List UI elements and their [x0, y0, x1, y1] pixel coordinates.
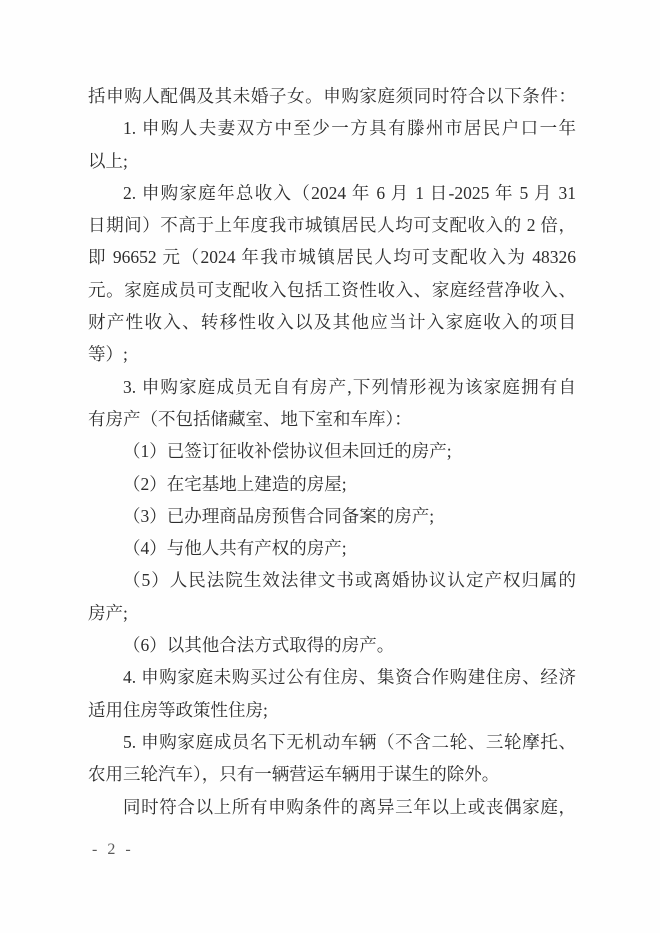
- text-line: 有房产（不包括储藏室、地下室和车库）：: [88, 408, 412, 429]
- text-line: 农用三轮汽车），只有一辆营运车辆用于谋生的除外。: [88, 764, 500, 785]
- document-body: [88, 80, 576, 823]
- text-line: 即 96652 元（2024 年我市城镇居民人均可支配收入为 48326: [88, 247, 576, 268]
- text-line: 元。家庭成员可支配收入包括工资性收入、家庭经营净收入、: [88, 279, 576, 300]
- text-line: 3. 申购家庭成员无自有房产,下列情形视为该家庭拥有自: [123, 376, 576, 397]
- text-line: 财产性收入、转移性收入以及其他应当计入家庭收入的项目: [88, 312, 576, 333]
- text-line: （4）与他人共有产权的房产;: [123, 538, 347, 559]
- text-line: 5. 申购家庭成员名下无机动车辆（不含二轮、三轮摩托、: [123, 731, 576, 752]
- text-line: 括申购人配偶及其未婚子女。申购家庭须同时符合以下条件：: [88, 86, 576, 106]
- text-line: （3）已办理商品房预售合同备案的房产;: [123, 505, 435, 526]
- text-line: （6）以其他合法方式取得的房产。: [123, 635, 395, 656]
- text-line: 1. 申购人夫妻双方中至少一方具有滕州市居民户口一年: [123, 118, 576, 139]
- text-line: 2. 申购家庭年总收入（2024 年 6 月 1 日-2025 年 5 月 31: [123, 182, 576, 203]
- text-line: 适用住房等政策性住房;: [88, 699, 268, 720]
- text-line: 4. 申购家庭未购买过公有住房、集资合作购建住房、经济: [123, 667, 576, 688]
- text-line: （2）在宅基地上建造的房屋;: [123, 473, 347, 494]
- text-line: 同时符合以上所有申购条件的离异三年以上或丧偶家庭，: [123, 796, 576, 817]
- page-number: - 2 -: [92, 841, 134, 858]
- text-line: 等）;: [88, 344, 128, 365]
- text-line: （1）已签订征收补偿协议但未回迁的房产;: [123, 441, 452, 462]
- text-line: 以上;: [88, 150, 128, 171]
- text-line: 日期间）不高于上年度我市城镇居民人均可支配收入的 2 倍，: [88, 215, 576, 236]
- text-line: 房产;: [88, 602, 128, 623]
- text-line: （5）人民法院生效法律文书或离婚协议认定产权归属的: [123, 570, 576, 591]
